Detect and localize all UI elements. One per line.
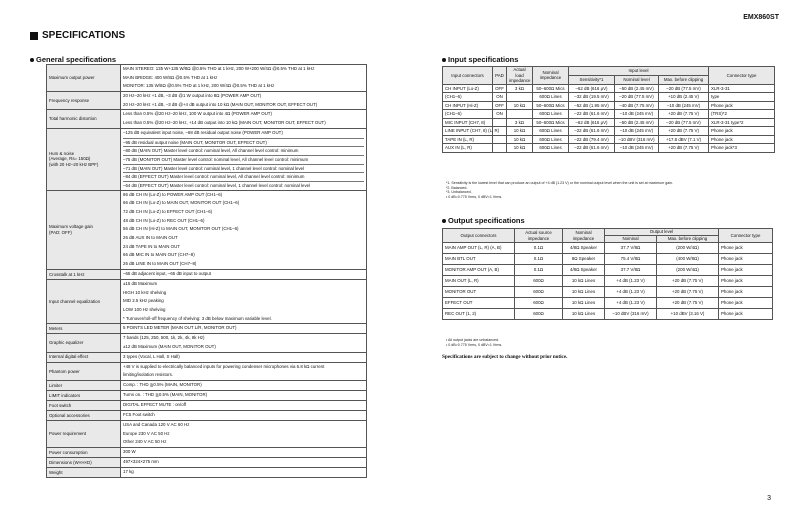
spec-value-line: –71 dB (MAIN OUT) Master level control: nominal level, 1 channel level control: nominal level [123,164,364,173]
note-line: • 0 dB=0.775 Vrms, 0 dBV=1 Vrms. [446,342,503,347]
spec-value-line: ±15 dB Maximum [123,280,158,286]
input-specs-table [442,66,775,153]
spec-row [47,269,367,279]
output-row [443,265,773,276]
input-cell: –62 dB (616 μV) [569,118,615,127]
input-cell: (CH1–6) [443,93,493,102]
input-cell: –10 dB (245 mV) [659,101,709,110]
input-cell: Phone jack [709,135,775,144]
spec-value-line: –75 dB (MONITOR OUT) Master level control: nominal level, All channel level control: minimum [123,155,364,164]
input-cell: 600Ω Lines [533,144,569,153]
output-cell: 10 kΩ Lines [563,276,605,287]
output-cell: 600Ω [515,287,563,298]
spec-value-line: MID 2.5 kHz peaking [123,298,164,304]
output-row [443,287,773,298]
spec-value-line: 26 dB LINE IN to MAIN OUT (CH7–8) [123,261,197,267]
spec-value-line: 48 dB CH IN (Lo-Z) to REC OUT (CH1–6) [123,217,205,223]
output-row [443,254,773,265]
spec-label: Frequency response [47,92,121,110]
output-cell: Phone jack [719,276,773,287]
spec-value [121,458,367,468]
spec-label: LIMIT indicators [47,391,121,401]
spec-value-line: 7 bands (125, 250, 500, 1k, 2k, 4k, 8k Hz) [123,335,205,341]
spec-value-line: 66 dB CH IN (Lo-Z) to MAIN OUT, MONITOR OUT (CH1–6) [123,200,240,206]
output-specs-heading: Output specifications [442,216,525,225]
model-name: EMX860ST [743,14,779,21]
spec-label: Input channel equalization [47,279,121,323]
note-line: *1. Sensitivity is the lowest level that can produce an output of +4 dB (1.23 V) or the nominal output level when the unit is set at maximum gain. [446,181,674,185]
output-cell: 10 kΩ Lines [563,287,605,298]
output-cell: 0.1Ω [515,254,563,265]
output-cell: 4/8Ω Speaker [563,243,605,254]
input-cell: +10 dB (2.45 V) [659,93,709,102]
input-cell: –10 dBV (316 mV) [615,135,659,144]
output-cell: Phone jack [719,265,773,276]
output-cell: (200 W/4Ω) [657,265,719,276]
spec-row [47,448,367,458]
output-row [443,243,773,254]
spec-value [121,128,367,190]
input-cell: OFF [493,101,507,110]
output-cell: REC OUT (1, 2) [443,309,515,320]
bullet-icon [442,219,446,223]
spec-row [47,92,367,110]
output-cell: Phone jack [719,287,773,298]
spec-value [121,468,367,478]
spec-value [121,324,367,334]
spec-label: Total harmonic distortion [47,110,121,128]
spec-label: Optional accessories [47,411,121,421]
input-cell: 10 kΩ [507,101,533,110]
spec-value-line: –95 dB residual output noise (MAIN OUT, MONITOR OUT, EFFECT OUT) [123,138,364,147]
spec-value-line: –84 dB (EFFECT OUT) Master level control: nominal level, All channel level control: minimum [123,172,364,181]
spec-row [47,468,367,478]
spec-value-line: MAIN BRIDGE: 400 W/8Ω @0.5% THD at 1 kHz [123,74,218,80]
spec-value [121,334,367,352]
spec-value-line: ±12 dB Maximum (MAIN OUT, MONITOR OUT) [123,343,216,349]
spec-row [47,381,367,391]
input-cell: 10 kΩ [507,135,533,144]
general-specs-heading: General specifications [30,55,116,64]
spec-value-line: * Turnover/roll-off frequency of shelving: 3 dB below maximum variable level. [123,315,272,321]
spec-label: Meters [47,324,121,334]
spec-label: Foot switch [47,401,121,411]
col-nominal: Nominal [605,236,657,243]
note-line: • 0 dB=0.775 Vrms, 0 dBV=1 Vrms. [446,195,503,200]
spec-value-line: Less than 0.5% @20 Hz–20 kHz, 100 W output into 4Ω (POWER AMP OUT) [123,111,272,117]
input-cell: MIC INPUT (CH7, 8) [443,118,493,127]
input-cell: –20 dB (77.5 mV) [659,118,709,127]
spec-value [121,352,367,362]
col-nominal-level: Nominal level [615,75,659,84]
spec-value-line: 20 Hz–20 kHz +1 dB, –3 dB @1 W output into 8Ω (POWER AMP OUT) [123,93,262,99]
spec-value-line: 86 dB CH IN (Lo-Z) to POWER AMP OUT (CH1–6) [123,191,223,197]
input-cell: –40 dB (7.75 mV) [615,101,659,110]
input-cell: ON [493,93,507,102]
spec-value-line: 24 dB TAPE IN to MAIN OUT [123,243,180,249]
output-cell: 600Ω [515,276,563,287]
col-output-connectors: Output connectors [443,229,515,243]
input-cell: –50 dB (2.45 mV) [615,118,659,127]
spec-value-line: HIGH 10 kHz shelving [123,289,167,295]
output-cell: +4 dB (1.23 V) [605,287,657,298]
spec-value-line: limiting/isolation resistors. [123,372,174,378]
output-cell: MONITOR AMP OUT (A, B) [443,265,515,276]
output-cell: Phone jack [719,298,773,309]
output-cell: +10 dBV (3.16 V) [657,309,719,320]
spec-value-line: 26 dB AUX IN to MAIN OUT [123,235,178,241]
input-cell: AUX IN (L, R) [443,144,493,153]
spec-row [47,411,367,421]
input-cell: +17.8 dBV (7.1 V) [659,135,709,144]
input-cell: 10 kΩ [507,127,533,136]
page-number: 3 [767,495,771,502]
spec-value [121,411,367,421]
input-cell: (CH1–6) [443,110,493,119]
output-cell: 10 kΩ Lines [563,309,605,320]
disclaimer: Specifications are subject to change without prior notice. [442,354,568,360]
output-cell: (200 W/4Ω) [657,243,719,254]
input-cell: –50 dB (2.45 mV) [615,84,659,93]
spec-value-line: +48 V is supplied to electrically balanced inputs for powering condenser microphones via 6.8 kΩ current [123,363,325,369]
input-cell [493,135,507,144]
output-cell: 600Ω [515,298,563,309]
output-cell: –10 dBV (316 mV) [605,309,657,320]
spec-row [47,401,367,411]
spec-value [121,279,367,323]
spec-value-line: 66 dB MIC IN to MAIN OUT (CH7–8) [123,252,195,258]
input-cell: –32 dB (19.5 mV) [569,93,615,102]
input-cell [493,118,507,127]
spec-value-line: Comp. : THD ≧0.5% (MAIN, MONITOR) [123,382,202,388]
spec-label: Hum & noise (Average, Rs= 150Ω) (with 20 Hz–20 kHz BPF) [47,128,121,190]
spec-row [47,391,367,401]
spec-value [121,190,367,269]
col-connector-type: Connector type [719,229,773,243]
input-cell: –20 dB (77.5 mV) [659,84,709,93]
spec-row [47,190,367,269]
output-cell: 75.4 V/8Ω [605,254,657,265]
output-cell: +20 dB (7.75 V) [657,276,719,287]
input-cell: 600Ω Lines [533,127,569,136]
input-cell: +20 dB (7.75 V) [659,144,709,153]
page-title-text: SPECIFICATIONS [42,30,126,41]
col-input-connectors: Input connectors [443,67,493,85]
input-cell: 600Ω Lines [533,93,569,102]
spec-value-line: MAIN STEREO: 135 W+135 W/8Ω @0.5% THD at 1 kHz, 200 W+200 W/4Ω @0.5% THD at 1 kHz [123,66,315,71]
spec-label: Phantom power [47,362,121,380]
spec-label: Weight [47,468,121,478]
output-cell: (400 W/8Ω) [657,254,719,265]
input-row [443,101,775,110]
input-cell: +20 dB (7.75 V) [659,110,709,119]
output-cell: 10 kΩ Lines [563,298,605,309]
note-line: • All output jacks are unbalanced. [446,338,500,342]
spec-value-line: LOW 100 Hz shelving [123,306,166,312]
input-cell: (TRS)*2 [709,110,775,119]
spec-value-line: Turns on. : THD ≧0.5% (MAIN, MONITOR) [123,392,208,398]
spec-label: Internal digital effect [47,352,121,362]
output-notes [446,338,746,347]
spec-value [121,401,367,411]
output-cell: +20 dB (7.75 V) [657,287,719,298]
input-cell: 50–600Ω Mics [533,101,569,110]
spec-value-line: DIGITAL EFFECT MUTE : on/off [123,402,187,408]
input-cell: type [709,93,775,102]
note-line: *3. Unbalanced. [446,190,472,195]
input-cell: 3 kΩ [507,118,533,127]
output-cell: MAIN AMP OUT (L, R) (A, B) [443,243,515,254]
input-row [443,135,775,144]
spec-value [121,421,367,448]
bullet-icon [442,58,446,62]
spec-value-line: Europe 230 V AC 50 Hz [123,430,170,436]
output-cell: +4 dB (1.23 V) [605,298,657,309]
page-title [30,30,125,41]
spec-value-line: –65 dB adjacent input, –65 dB input to output [123,270,211,276]
output-cell: MONITOR OUT [443,287,515,298]
output-cell: 4/8Ω Speaker [563,265,605,276]
spec-value [121,391,367,401]
output-cell: Phone jack [719,309,773,320]
input-cell: TAPE IN (L, R) [443,135,493,144]
note-line: *2. Balanced. [446,185,468,190]
input-row [443,110,775,119]
spec-row [47,352,367,362]
input-cell: Phone jack [709,101,775,110]
spec-label: Dimensions (W×H×D) [47,458,121,468]
input-row [443,84,775,93]
spec-value-line: 72 dB CH IN (Lo-Z) to EFFECT OUT (CH1–6) [123,209,213,214]
input-cell: XLR-3-31 [709,84,775,93]
spec-row [47,334,367,352]
input-cell: +20 dB (7.75 V) [659,127,709,136]
output-cell: +4 dB (1.23 V) [605,276,657,287]
spec-label: Maximum voltage gain (PAD: OFF) [47,190,121,269]
square-bullet-icon [30,32,38,40]
col-max-clipping: Max. before clipping [657,236,719,243]
output-cell: Phone jack [719,243,773,254]
input-cell: 50–600Ω Mics [533,118,569,127]
spec-row [47,65,367,92]
input-cell: 600Ω Lines [533,110,569,119]
general-specs-table [46,64,367,478]
spec-value-line: USA and Canada 120 V AC 60 Hz [123,422,190,427]
output-cell: Phone jack [719,254,773,265]
input-row [443,127,775,136]
input-specs-heading: Input specifications [442,55,518,64]
output-specs-table [442,228,773,320]
spec-value [121,381,367,391]
input-cell: XLR-3-31 type*2 [709,118,775,127]
spec-value-line: 17 kg [123,469,134,475]
output-row [443,276,773,287]
spec-row [47,110,367,128]
input-cell: CH INPUT (Hi-Z) [443,101,493,110]
input-cell: OFF [493,84,507,93]
spec-row [47,128,367,190]
input-cell: ON [493,110,507,119]
input-cell: –10 dB (245 mV) [615,144,659,153]
col-nominal-impedance: Nominal impedance [533,67,569,85]
output-cell: 0.1Ω [515,243,563,254]
spec-value [121,269,367,279]
spec-value-line: Other 240 V AC 50 Hz [123,439,167,445]
spec-label: Limiter [47,381,121,391]
spec-value [121,65,367,92]
input-cell [507,110,533,119]
col-max-clipping: Max. before clipping [659,75,709,84]
bullet-icon [30,58,34,62]
output-cell: MAIN BTL OUT [443,254,515,265]
spec-row [47,362,367,380]
spec-value-line: –64 dB (EFFECT OUT) Master level control: nominal level, 1 channel level control: nominal level [123,181,364,190]
spec-value [121,448,367,458]
col-pad: PAD [493,67,507,85]
output-cell: 0.1Ω [515,265,563,276]
spec-value-line: 56 dB CH IN (Hi-Z) to MAIN OUT, MONITOR OUT (CH1–6) [123,226,239,232]
input-cell: –22 dB (61.6 mV) [569,127,615,136]
output-row [443,298,773,309]
input-cell: 50–600Ω Mics [533,84,569,93]
col-source-impedance: Actual source impedance [515,229,563,243]
output-cell: 8Ω Speaker [563,254,605,265]
input-cell: –22 dB (79.4 mV) [569,135,615,144]
spec-value-line: 5 POINTS LED METER (MAIN OUT L/R, MONITOR OUT) [123,325,237,331]
spec-value-line: Less than 0.5% @20 Hz–20 kHz, +14 dB output into 10 kΩ (MAIN OUT, MONITOR OUT, EFFECT OUT) [123,120,326,126]
input-cell: LINE INPUT (CH7, 8) (L, R) [443,127,493,136]
output-cell: +20 dB (7.75 V) [657,298,719,309]
input-cell: CH INPUT (Lo-Z) [443,84,493,93]
input-notes [446,181,776,200]
input-cell: 3 kΩ [507,84,533,93]
output-cell: 37.7 V/8Ω [605,243,657,254]
output-cell: MAIN OUT (L, R) [443,276,515,287]
spec-value-line: –80 dB (MAIN OUT) Master level control: nominal level, All channel level control: minimum [123,146,364,155]
input-cell: –10 dB (245 mV) [615,110,659,119]
col-input-level: Input level [569,67,709,76]
spec-value-line: 3 types (Vocal, L Hall, S Hall) [123,353,180,359]
col-sensitivity: Sensitivity*1 [569,75,615,84]
input-row [443,144,775,153]
spec-value [121,92,367,110]
spec-value-line: –125 dB equivalent input noise, –68 dB residual output noise (POWER AMP OUT) [123,129,283,135]
spec-value [121,110,367,128]
spec-row [47,324,367,334]
input-cell: –62 dB (616 μV) [569,84,615,93]
input-cell: 10 kΩ [507,144,533,153]
spec-row [47,279,367,323]
spec-row [47,421,367,448]
spec-value-line: MONITOR: 135 W/8Ω @0.5% THD at 1 kHz, 200 W/4Ω @0.5% THD at 1 kHz [123,83,275,89]
col-nominal-impedance: Nominal impedance [563,229,605,243]
spec-label: Power consumption [47,448,121,458]
output-row [443,309,773,320]
output-cell: EFFECT OUT [443,298,515,309]
spec-value-line: 20 Hz–20 kHz +1 dB, –3 dB @+4 dB output into 10 kΩ (MAIN OUT, MONITOR OUT, EFFECT OUT) [123,101,318,107]
input-cell [493,144,507,153]
col-connector-type: Connector type [709,67,775,85]
input-cell: Phone jack [709,127,775,136]
spec-label: Crosstalk at 1 kHz [47,269,121,279]
spec-value-line: 300 W [123,449,136,455]
spec-row [47,458,367,468]
input-row [443,118,775,127]
input-cell [507,93,533,102]
spec-value-line: FC5 Foot switch [123,412,155,418]
spec-value-line: 497×324×275 mm [123,459,159,465]
col-output-level: Output level [605,229,719,236]
spec-label: Maximum output power [47,65,121,92]
input-row [443,93,775,102]
input-cell: Phone jack*3 [709,144,775,153]
input-cell: –20 dB (77.5 mV) [615,93,659,102]
input-cell: –52 dB (1.95 mV) [569,101,615,110]
input-cell: 600Ω Lines [533,135,569,144]
spec-label: Graphic equalizer [47,334,121,352]
input-cell: –22 dB (61.6 mV) [569,110,615,119]
input-cell: –10 dB (245 mV) [615,127,659,136]
output-cell: 37.7 V/8Ω [605,265,657,276]
spec-value [121,362,367,380]
col-actual-load: Actual load impedance [507,67,533,85]
output-cell: 600Ω [515,309,563,320]
spec-label: Power requirement [47,421,121,448]
input-cell: –22 dB (61.6 mV) [569,144,615,153]
